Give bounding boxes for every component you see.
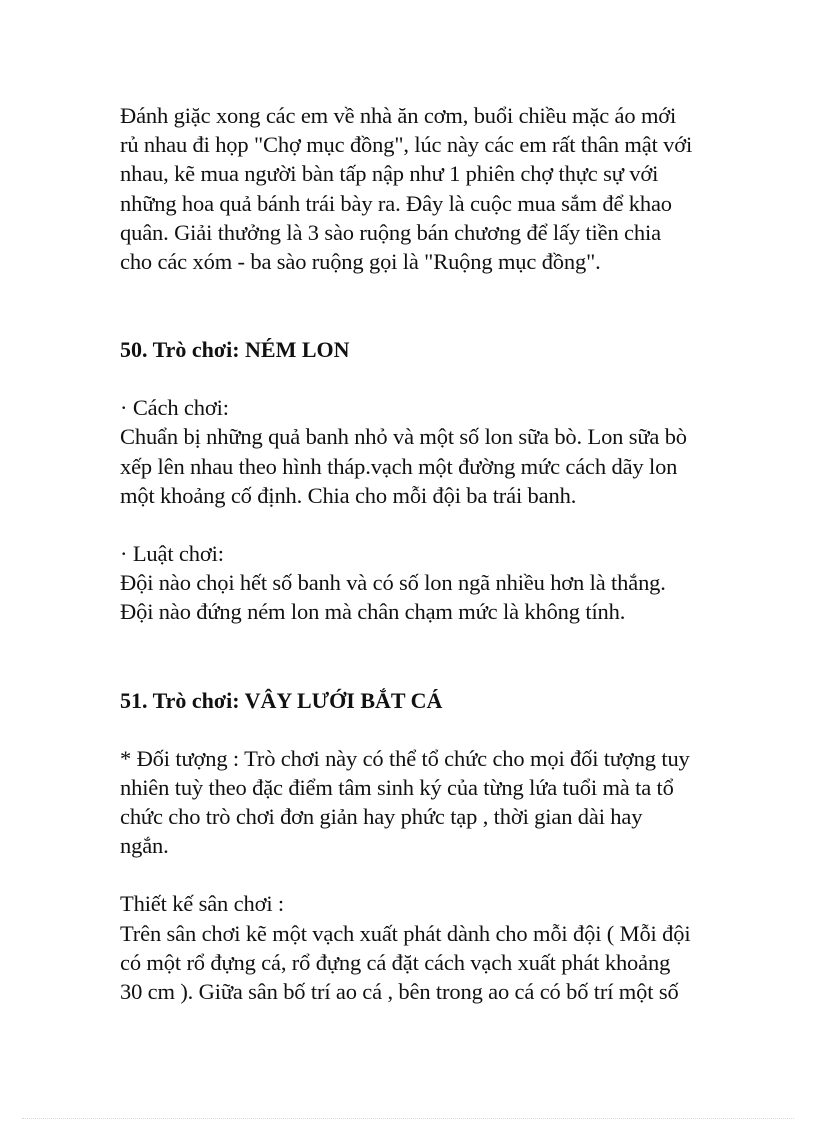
text-line: quân. Giải thưởng là 3 sào ruộng bán chương để lấy tiền chia bbox=[120, 219, 661, 245]
text-line: Chuẩn bị những quả banh nhỏ và một số lon sữa bò. Lon sữa bò bbox=[120, 424, 687, 450]
game-51-target-paragraph bbox=[120, 744, 770, 861]
text-line: nhau, kẽ mua người bàn tấp nập như 1 phiên chợ thực sự với bbox=[120, 161, 659, 187]
page-bottom-divider bbox=[22, 1118, 794, 1119]
text-line: rủ nhau đi họp "Chợ mục đồng", lúc này các em rất thân mật với bbox=[120, 132, 693, 158]
text-line: xếp lên nhau theo hình tháp.vạch một đường mức cách dãy lon bbox=[120, 453, 678, 479]
text-line: * Đối tượng : Trò chơi này có thể tổ chức cho mọi đối tượng tuy bbox=[120, 745, 690, 771]
text-line: · Cách chơi: bbox=[120, 395, 229, 421]
game-50-how-label bbox=[120, 393, 770, 422]
text-line: những hoa quả bánh trái bày ra. Đây là cuộc mua sắm để khao bbox=[120, 190, 672, 216]
text-line: một khoảng cố định. Chia cho mỗi đội ba trái banh. bbox=[120, 482, 577, 508]
game-51-title: 51. Trò chơi: VÂY LƯỚI BẮT CÁ bbox=[120, 687, 443, 713]
text-line: có một rổ đựng cá, rổ đựng cá đặt cách vạch xuất phát khoảng bbox=[120, 949, 671, 975]
text-line: · Luật chơi: bbox=[120, 541, 224, 567]
game-50-how-paragraph bbox=[120, 422, 770, 510]
document-page bbox=[120, 101, 770, 1006]
text-line: Đánh giặc xong các em về nhà ăn cơm, buổi chiều mặc áo mới bbox=[120, 103, 677, 128]
text-line: chức cho trò chơi đơn giản hay phức tạp , thời gian dài hay bbox=[120, 804, 643, 830]
game-51-design-label bbox=[120, 889, 770, 918]
text-line: nhiên tuỳ theo đặc điểm tâm sinh ký của từng lứa tuổi mà ta tổ bbox=[120, 774, 674, 800]
text-line: Thiết kế sân chơi : bbox=[120, 891, 284, 917]
text-line: Đội nào đứng ném lon mà chân chạm mức là không tính. bbox=[120, 599, 626, 625]
game-50-rules-label bbox=[120, 539, 770, 568]
game-51-design-paragraph bbox=[120, 919, 770, 1007]
text-line: ngắn. bbox=[120, 833, 169, 859]
text-line: cho các xóm - ba sào ruộng gọi là "Ruộng mục đồng". bbox=[120, 249, 601, 275]
game-50-title: 50. Trò chơi: NÉM LON bbox=[120, 337, 350, 363]
game-50-rules-paragraph bbox=[120, 568, 770, 626]
intro-paragraph bbox=[120, 101, 770, 276]
text-line: Đội nào chọi hết số banh và có số lon ngã nhiều hơn là thắng. bbox=[120, 570, 666, 596]
text-line: Trên sân chơi kẽ một vạch xuất phát dành cho mỗi đội ( Mỗi đội bbox=[120, 920, 691, 946]
text-line: 30 cm ). Giữa sân bố trí ao cá , bên trong ao cá có bố trí một số bbox=[120, 979, 679, 1005]
